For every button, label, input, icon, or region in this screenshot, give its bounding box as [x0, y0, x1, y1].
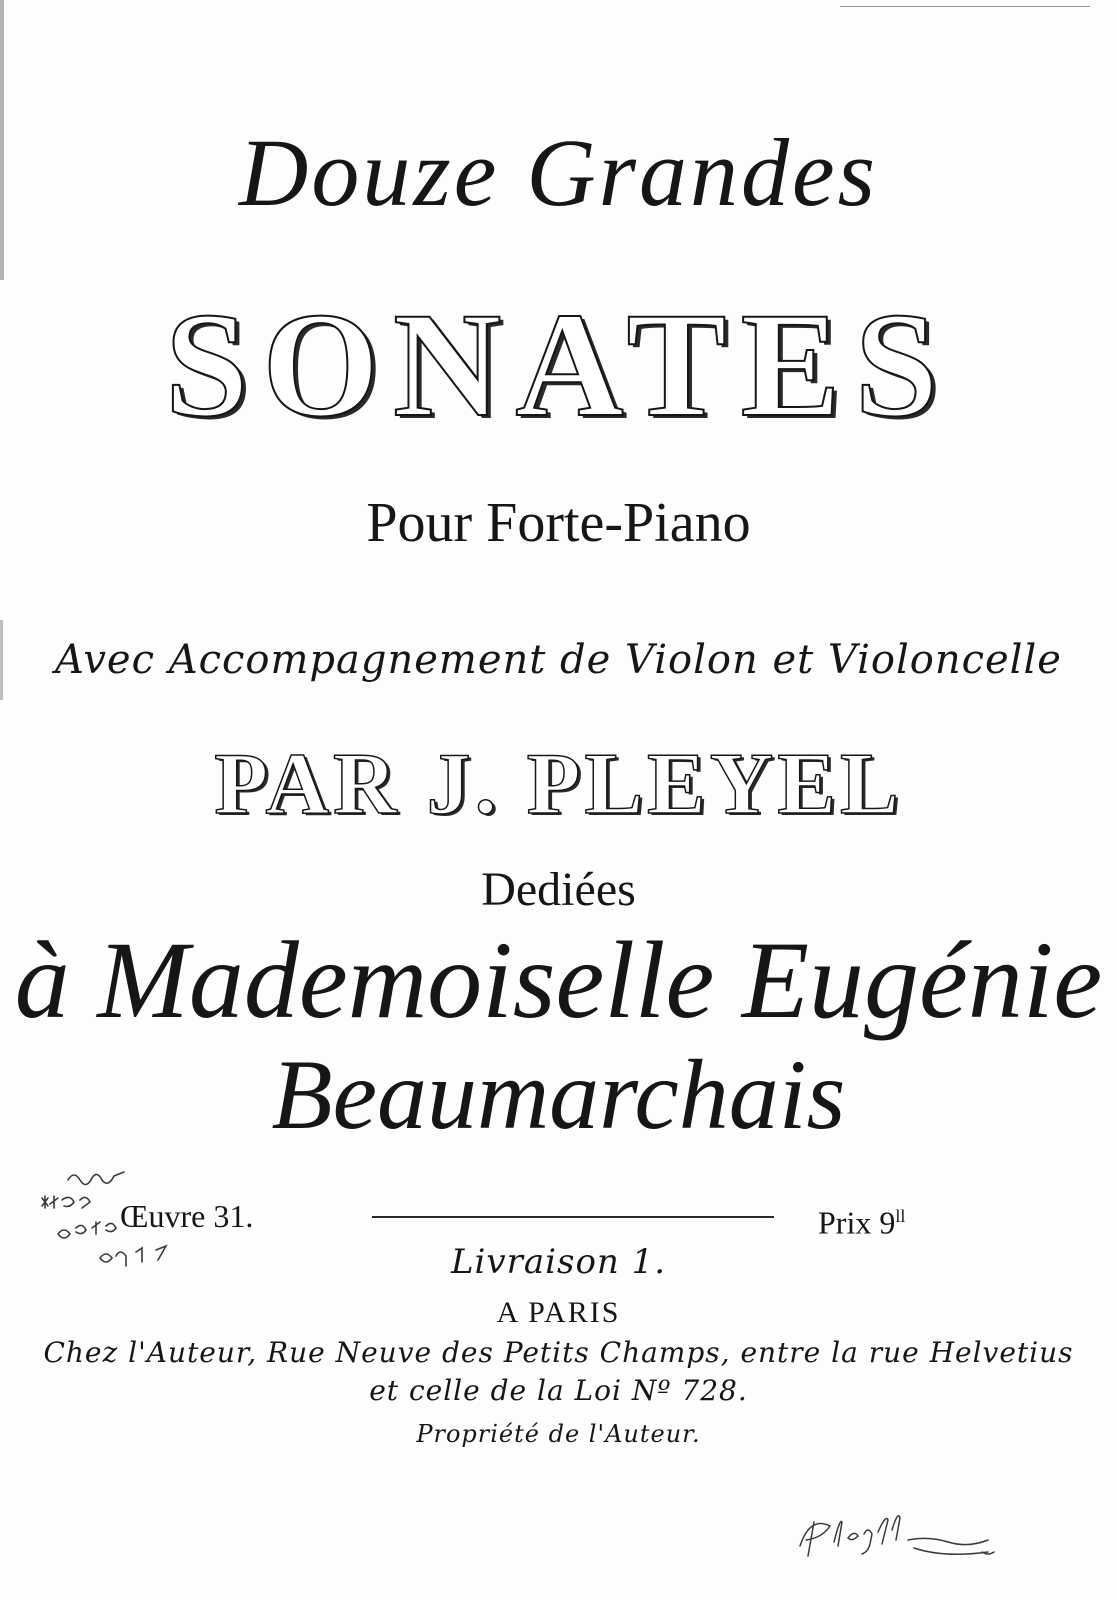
composer-line: PAR J. PLEYEL — [214, 736, 903, 833]
livraison: Livraison 1. — [450, 1242, 667, 1282]
publisher-city: A PARIS — [496, 1296, 621, 1329]
divider-rule — [372, 1216, 774, 1218]
price — [818, 1196, 905, 1243]
dedicatee-line-1: à Mademoiselle Eugénie — [14, 919, 1103, 1041]
price-unit: ll — [895, 1206, 906, 1226]
title-script-line: Douze Grandes — [239, 119, 878, 226]
publisher-address-line-2: et celle de la Loi Nº 728. — [369, 1374, 748, 1407]
subtitle: Pour Forte-Piano — [366, 492, 751, 554]
price-label: Prix 9 — [818, 1204, 896, 1241]
signature-image — [790, 1496, 1010, 1576]
scan-edge-mark — [840, 6, 1090, 7]
dedication-label: Dediées — [481, 863, 636, 916]
dedicatee-line-2: Beaumarchais — [271, 1039, 846, 1150]
opus-number: Œuvre 31. — [120, 1198, 254, 1234]
rights-notice: Propriété de l'Auteur. — [416, 1420, 701, 1448]
library-stamp-handwriting — [28, 1162, 218, 1282]
accompaniment-line: Avec Accompagnement de Violon et Violoncelle — [55, 637, 1062, 683]
title-main: SONATES — [164, 282, 953, 448]
publisher-address-line-1: Chez l'Auteur, Rue Neuve des Petits Champs, entre la rue Helvetius — [43, 1336, 1074, 1369]
